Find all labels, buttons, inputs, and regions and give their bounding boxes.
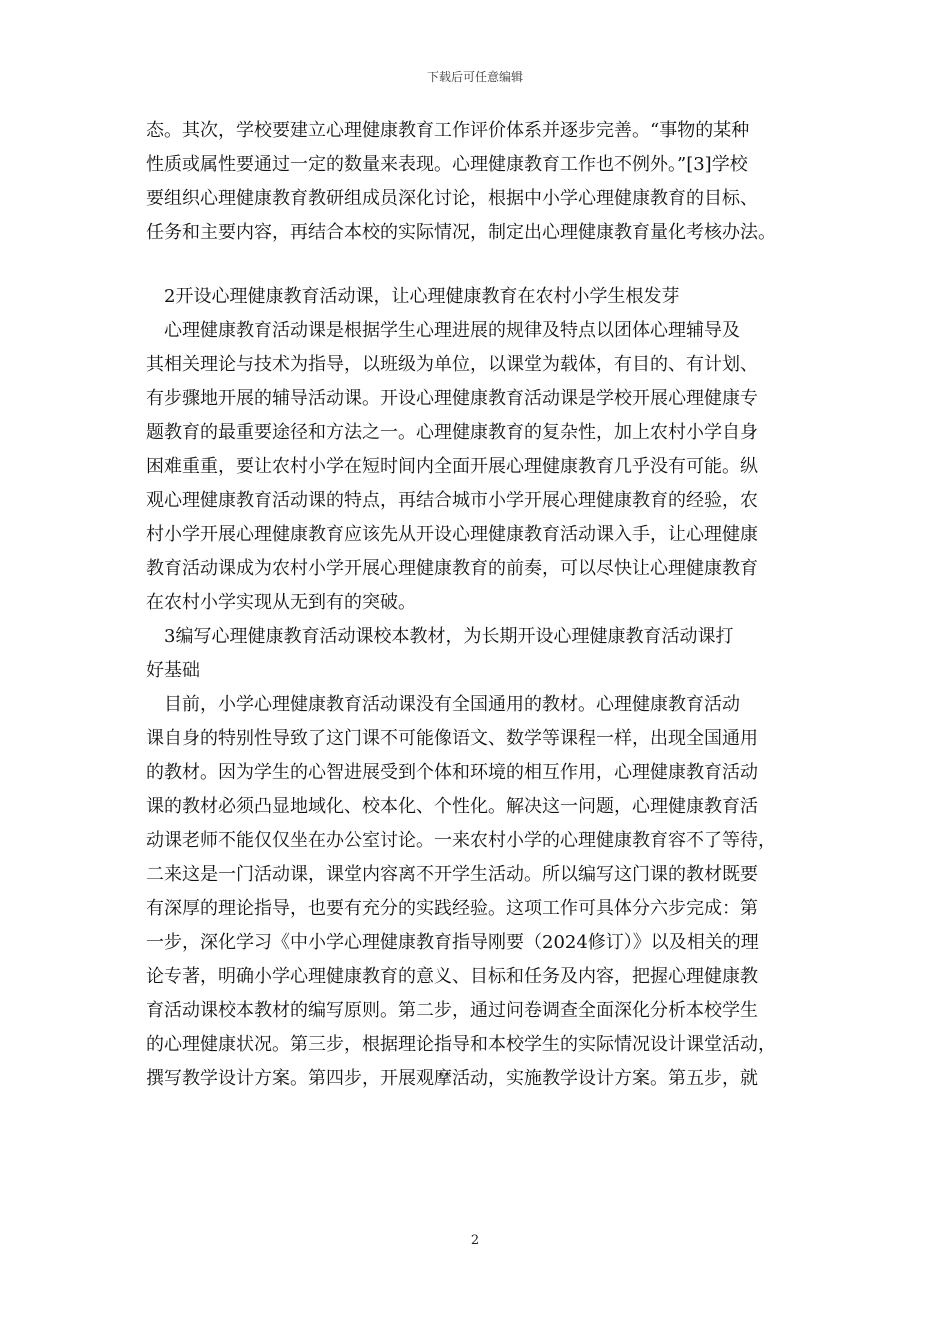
- document-body: [146, 114, 814, 1096]
- section-heading-cont: 好基础: [146, 660, 200, 681]
- section-heading: 3编写心理健康教育活动课校本教材，为长期开设心理健康教育活动课打: [146, 626, 734, 647]
- text-line: 一步，深化学习《中小学心理健康教育指导刚要（2024修订）》以及相关的理: [146, 932, 759, 953]
- page-number: 2: [470, 1233, 480, 1248]
- text-line: 要组织心理健康教育教研组成员深化讨论，根据中小学心理健康教育的目标、: [146, 188, 758, 209]
- text-line: 有步骤地开展的辅导活动课。开设心理健康教育活动课是学校开展心理健康专: [146, 388, 758, 409]
- text-line: 育活动课校本教材的编写原则。第二步，通过问卷调查全面深化分析本校学生: [146, 1000, 758, 1021]
- text-line: 题教育的最重要途径和方法之一。心理健康教育的复杂性，加上农村小学自身: [146, 422, 758, 443]
- text-line: 态。其次，学校要建立心理健康教育工作评价体系并逐步完善。“事物的某种: [146, 120, 750, 141]
- text-line: 论专著，明确小学心理健康教育的意义、目标和任务及内容，把握心理健康教: [146, 966, 758, 987]
- text-line: 村小学开展心理健康教育应该先从开设心理健康教育活动课入手，让心理健康: [146, 524, 758, 545]
- text-line: 的教材。因为学生的心智进展受到个体和环境的相互作用，心理健康教育活动: [146, 762, 758, 783]
- text-line: 教育活动课成为农村小学开展心理健康教育的前奏，可以尽快让心理健康教育: [146, 558, 758, 579]
- paragraph-gap: [146, 250, 814, 280]
- text-line: 其相关理论与技术为指导，以班级为单位，以课堂为载体，有目的、有计划、: [146, 354, 758, 375]
- text-line: 的心理健康状况。第三步，根据理论指导和本校学生的实际情况设计课堂活动，: [146, 1034, 776, 1055]
- text-line: 动课老师不能仅仅坐在办公室讨论。一来农村小学的心理健康教育容不了等待，: [146, 830, 776, 851]
- page-header: 下载后可任意编辑: [426, 70, 523, 84]
- text-line: 在农村小学实现从无到有的突破。: [146, 592, 416, 613]
- text-line: 目前，小学心理健康教育活动课没有全国通用的教材。心理健康教育活动: [146, 694, 740, 715]
- text-line: 性质或属性要通过一定的数量来表现。心理健康教育工作也不例外。”[3]学校: [146, 154, 748, 175]
- text-line: 课自身的特别性导致了这门课不可能像语文、数学等课程一样，出现全国通用: [146, 728, 758, 749]
- text-line: 任务和主要内容，再结合本校的实际情况，制定出心理健康教育量化考核办法。: [146, 222, 776, 243]
- text-line: 困难重重，要让农村小学在短时间内全面开展心理健康教育几乎没有可能。纵: [146, 456, 758, 477]
- section-heading: 2开设心理健康教育活动课，让心理健康教育在农村小学生根发芽: [146, 286, 680, 307]
- text-line: 心理健康教育活动课是根据学生心理进展的规律及特点以团体心理辅导及: [146, 320, 740, 341]
- text-line: 观心理健康教育活动课的特点，再结合城市小学开展心理健康教育的经验，农: [146, 490, 758, 511]
- text-line: 有深厚的理论指导，也要有充分的实践经验。这项工作可具体分六步完成：第: [146, 898, 758, 919]
- text-line: 课的教材必须凸显地域化、校本化、个性化。解决这一问题，心理健康教育活: [146, 796, 758, 817]
- text-line: 二来这是一门活动课，课堂内容离不开学生活动。所以编写这门课的教材既要: [146, 864, 758, 885]
- text-line: 撰写教学设计方案。第四步，开展观摩活动，实施教学设计方案。第五步，就: [146, 1068, 758, 1089]
